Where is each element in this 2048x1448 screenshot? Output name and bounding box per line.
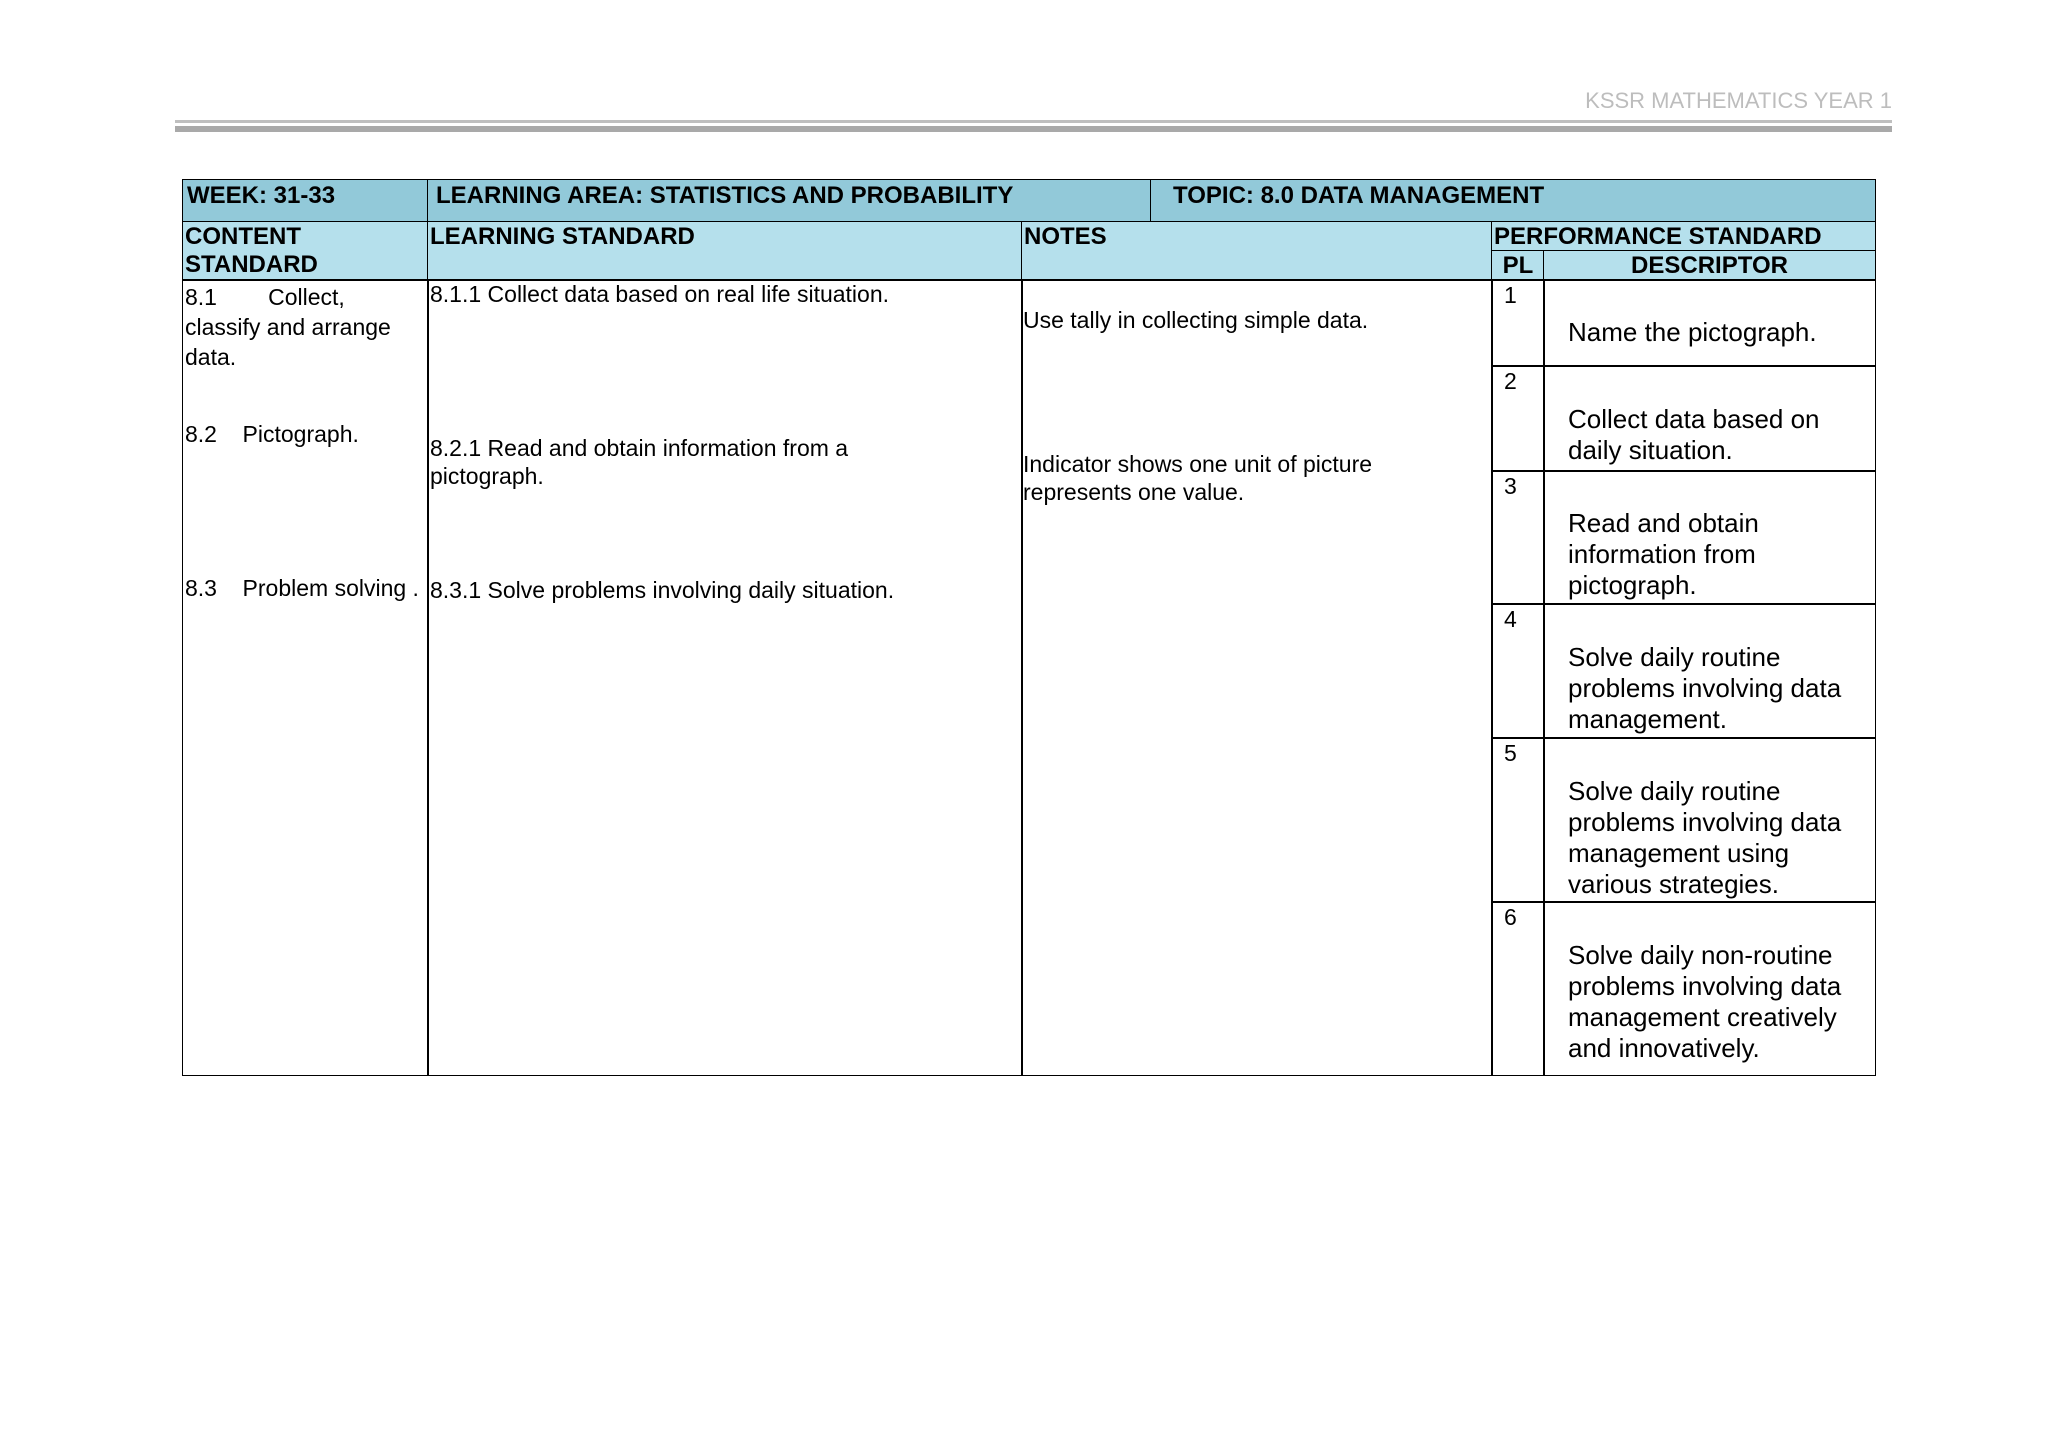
note-item: Indicator shows one unit of picture represents one value. [1023, 451, 1373, 505]
learning-area-cell [427, 179, 1152, 223]
performance-standard-header-label: PERFORMANCE STANDARD [1494, 223, 1822, 250]
descriptor-header-label: DESCRIPTOR [1631, 252, 1788, 279]
page-header-title: KSSR MATHEMATICS YEAR 1 [1585, 88, 1892, 113]
learning-standard-item: 8.3.1 Solve problems involving daily situation. [430, 577, 895, 603]
pl-cell [1491, 603, 1545, 739]
content-standard-item: 8.2 Pictograph. [185, 421, 359, 447]
descriptor-cell [1543, 901, 1876, 1076]
performance-standard-header [1491, 221, 1876, 252]
pl-cell [1491, 365, 1545, 472]
header-rule-thick [175, 126, 1892, 132]
learning-standard-header [427, 221, 1023, 281]
week-label: WEEK: 31-33 [187, 182, 336, 209]
content-standard-header [182, 221, 429, 281]
pl-cell [1491, 279, 1545, 367]
week-cell [182, 179, 429, 223]
descriptor-text: Collect data based on daily situation. [1568, 404, 1820, 465]
pl-cell [1491, 737, 1545, 903]
learning-standard-item: 8.1.1 Collect data based on real life situation. [430, 281, 890, 307]
descriptor-text: Solve daily routine problems involving data management. [1568, 642, 1842, 734]
learning-area-label: LEARNING AREA: STATISTICS AND PROBABILITY [436, 182, 1014, 209]
learning-standard-header-label: LEARNING STANDARD [430, 223, 695, 250]
notes-header-label: NOTES [1024, 223, 1107, 250]
topic-label: TOPIC: 8.0 DATA MANAGEMENT [1173, 182, 1545, 209]
pl-number: 6 [1504, 904, 1517, 930]
pl-number: 4 [1504, 606, 1517, 632]
descriptor-text: Read and obtain information from pictograph. [1568, 508, 1759, 600]
learning-standard-item: 8.2.1 Read and obtain information from a pictograph. [430, 435, 849, 489]
header-rule [175, 120, 1892, 123]
descriptor-cell [1543, 737, 1876, 903]
pl-cell [1491, 901, 1545, 1076]
topic-cell [1150, 179, 1876, 223]
content-standard-header-label: CONTENT STANDARD [185, 223, 318, 278]
descriptor-cell [1543, 470, 1876, 605]
pl-number: 1 [1504, 282, 1517, 308]
descriptor-cell [1543, 279, 1876, 367]
notes-header [1021, 221, 1493, 281]
pl-number: 3 [1504, 473, 1517, 499]
descriptor-text: Solve daily non-routine problems involving data management creatively and innovatively. [1568, 940, 1842, 1063]
learning-standard-column [427, 279, 1023, 1076]
pl-cell [1491, 470, 1545, 605]
descriptor-header [1543, 250, 1876, 281]
curriculum-table [182, 179, 1876, 1076]
page-header [175, 84, 1892, 132]
content-standard-item: 8.1 Collect, classify and arrange data. [185, 284, 391, 370]
pl-header [1491, 250, 1545, 281]
note-item: Use tally in collecting simple data. [1023, 307, 1369, 333]
notes-column [1021, 279, 1493, 1076]
pl-number: 2 [1504, 368, 1517, 394]
descriptor-text: Name the pictograph. [1568, 317, 1817, 347]
descriptor-cell [1543, 365, 1876, 472]
descriptor-cell [1543, 603, 1876, 739]
content-standard-item: 8.3 Problem solving . [185, 575, 419, 601]
descriptor-text: Solve daily routine problems involving data management using various strategies. [1568, 776, 1842, 899]
content-standard-column [182, 279, 429, 1076]
pl-header-label: PL [1502, 252, 1534, 279]
pl-number: 5 [1504, 740, 1517, 766]
